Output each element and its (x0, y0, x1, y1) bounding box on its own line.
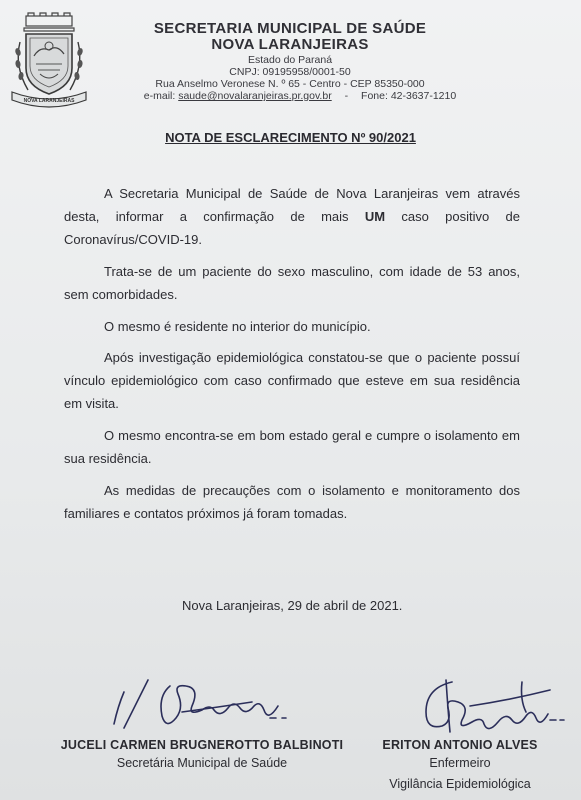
place-date: Nova Laranjeiras, 29 de abril de 2021. (182, 598, 403, 613)
paragraph-4-text: Após investigação epidemiológica constatou-se que o paciente possuí vínculo epidemiológico com caso confirmado que esteve em sua residência em visita. (64, 350, 520, 411)
document-title: NOTA DE ESCLARECIMENTO Nº 90/2021 (165, 130, 416, 145)
paragraph-4 (64, 346, 520, 415)
paragraph-6-text: As medidas de precauções com o isolamento e monitoramento dos familiares e contatos próximos já foram tomadas. (64, 483, 520, 521)
paragraph-2-text: Trata-se de um paciente do sexo masculino, com idade de 53 anos, sem comorbidades. (64, 264, 520, 302)
paragraph-5-text: O mesmo encontra-se em bom estado geral e cumpre o isolamento em sua residência. (64, 428, 520, 466)
paragraph-3-text: O mesmo é residente no interior do município. (104, 319, 371, 334)
address: Rua Anselmo Veronese N. º 65 - Centro - CEP 85350-000 (155, 78, 425, 90)
paragraph-5 (64, 424, 520, 470)
paragraph-1-bold: UM (364, 209, 386, 224)
signer-role-secondary: Vigilância Epidemiológica (389, 777, 531, 791)
email-label: e-mail: (143, 90, 176, 102)
paragraph-2 (64, 260, 520, 306)
email-link[interactable]: saude@novalaranjeiras.pr.gov.br (178, 90, 332, 102)
cnpj: CNPJ: 09195958/0001-50 (229, 66, 351, 78)
contact-line (100, 90, 500, 102)
state-name: Estado do Paraná (247, 54, 333, 66)
signer-name: JUCELI CARMEN BRUGNEROTTO BALBINOTI (60, 738, 344, 752)
crest-banner-text: NOVA LARANJEIRAS (23, 98, 75, 104)
signer-role: Secretária Municipal de Saúde (116, 756, 288, 770)
organization-name: SECRETARIA MUNICIPAL DE SAÚDE (153, 20, 427, 37)
signer-block-2 (370, 738, 550, 794)
contact-separator: - (344, 90, 349, 102)
signer-name: ERITON ANTONIO ALVES (382, 738, 538, 752)
paragraph-1-text-end: caso positivo de Coronavírus/COVID-19. (64, 209, 520, 247)
municipal-coat-of-arms-icon (10, 12, 88, 110)
paragraph-1 (64, 182, 520, 251)
paragraph-3 (64, 315, 520, 338)
signer-block-1 (52, 738, 352, 773)
paragraph-1-text: A Secretaria Municipal de Saúde de Nova Laranjeiras vem através desta, informar a confirmação de mais (64, 186, 520, 224)
paragraph-6 (64, 479, 520, 525)
phone: Fone: 42-3637-1210 (361, 90, 457, 102)
city-name: NOVA LARANJEIRAS (211, 36, 369, 53)
signer-role: Enfermeiro (429, 756, 491, 770)
